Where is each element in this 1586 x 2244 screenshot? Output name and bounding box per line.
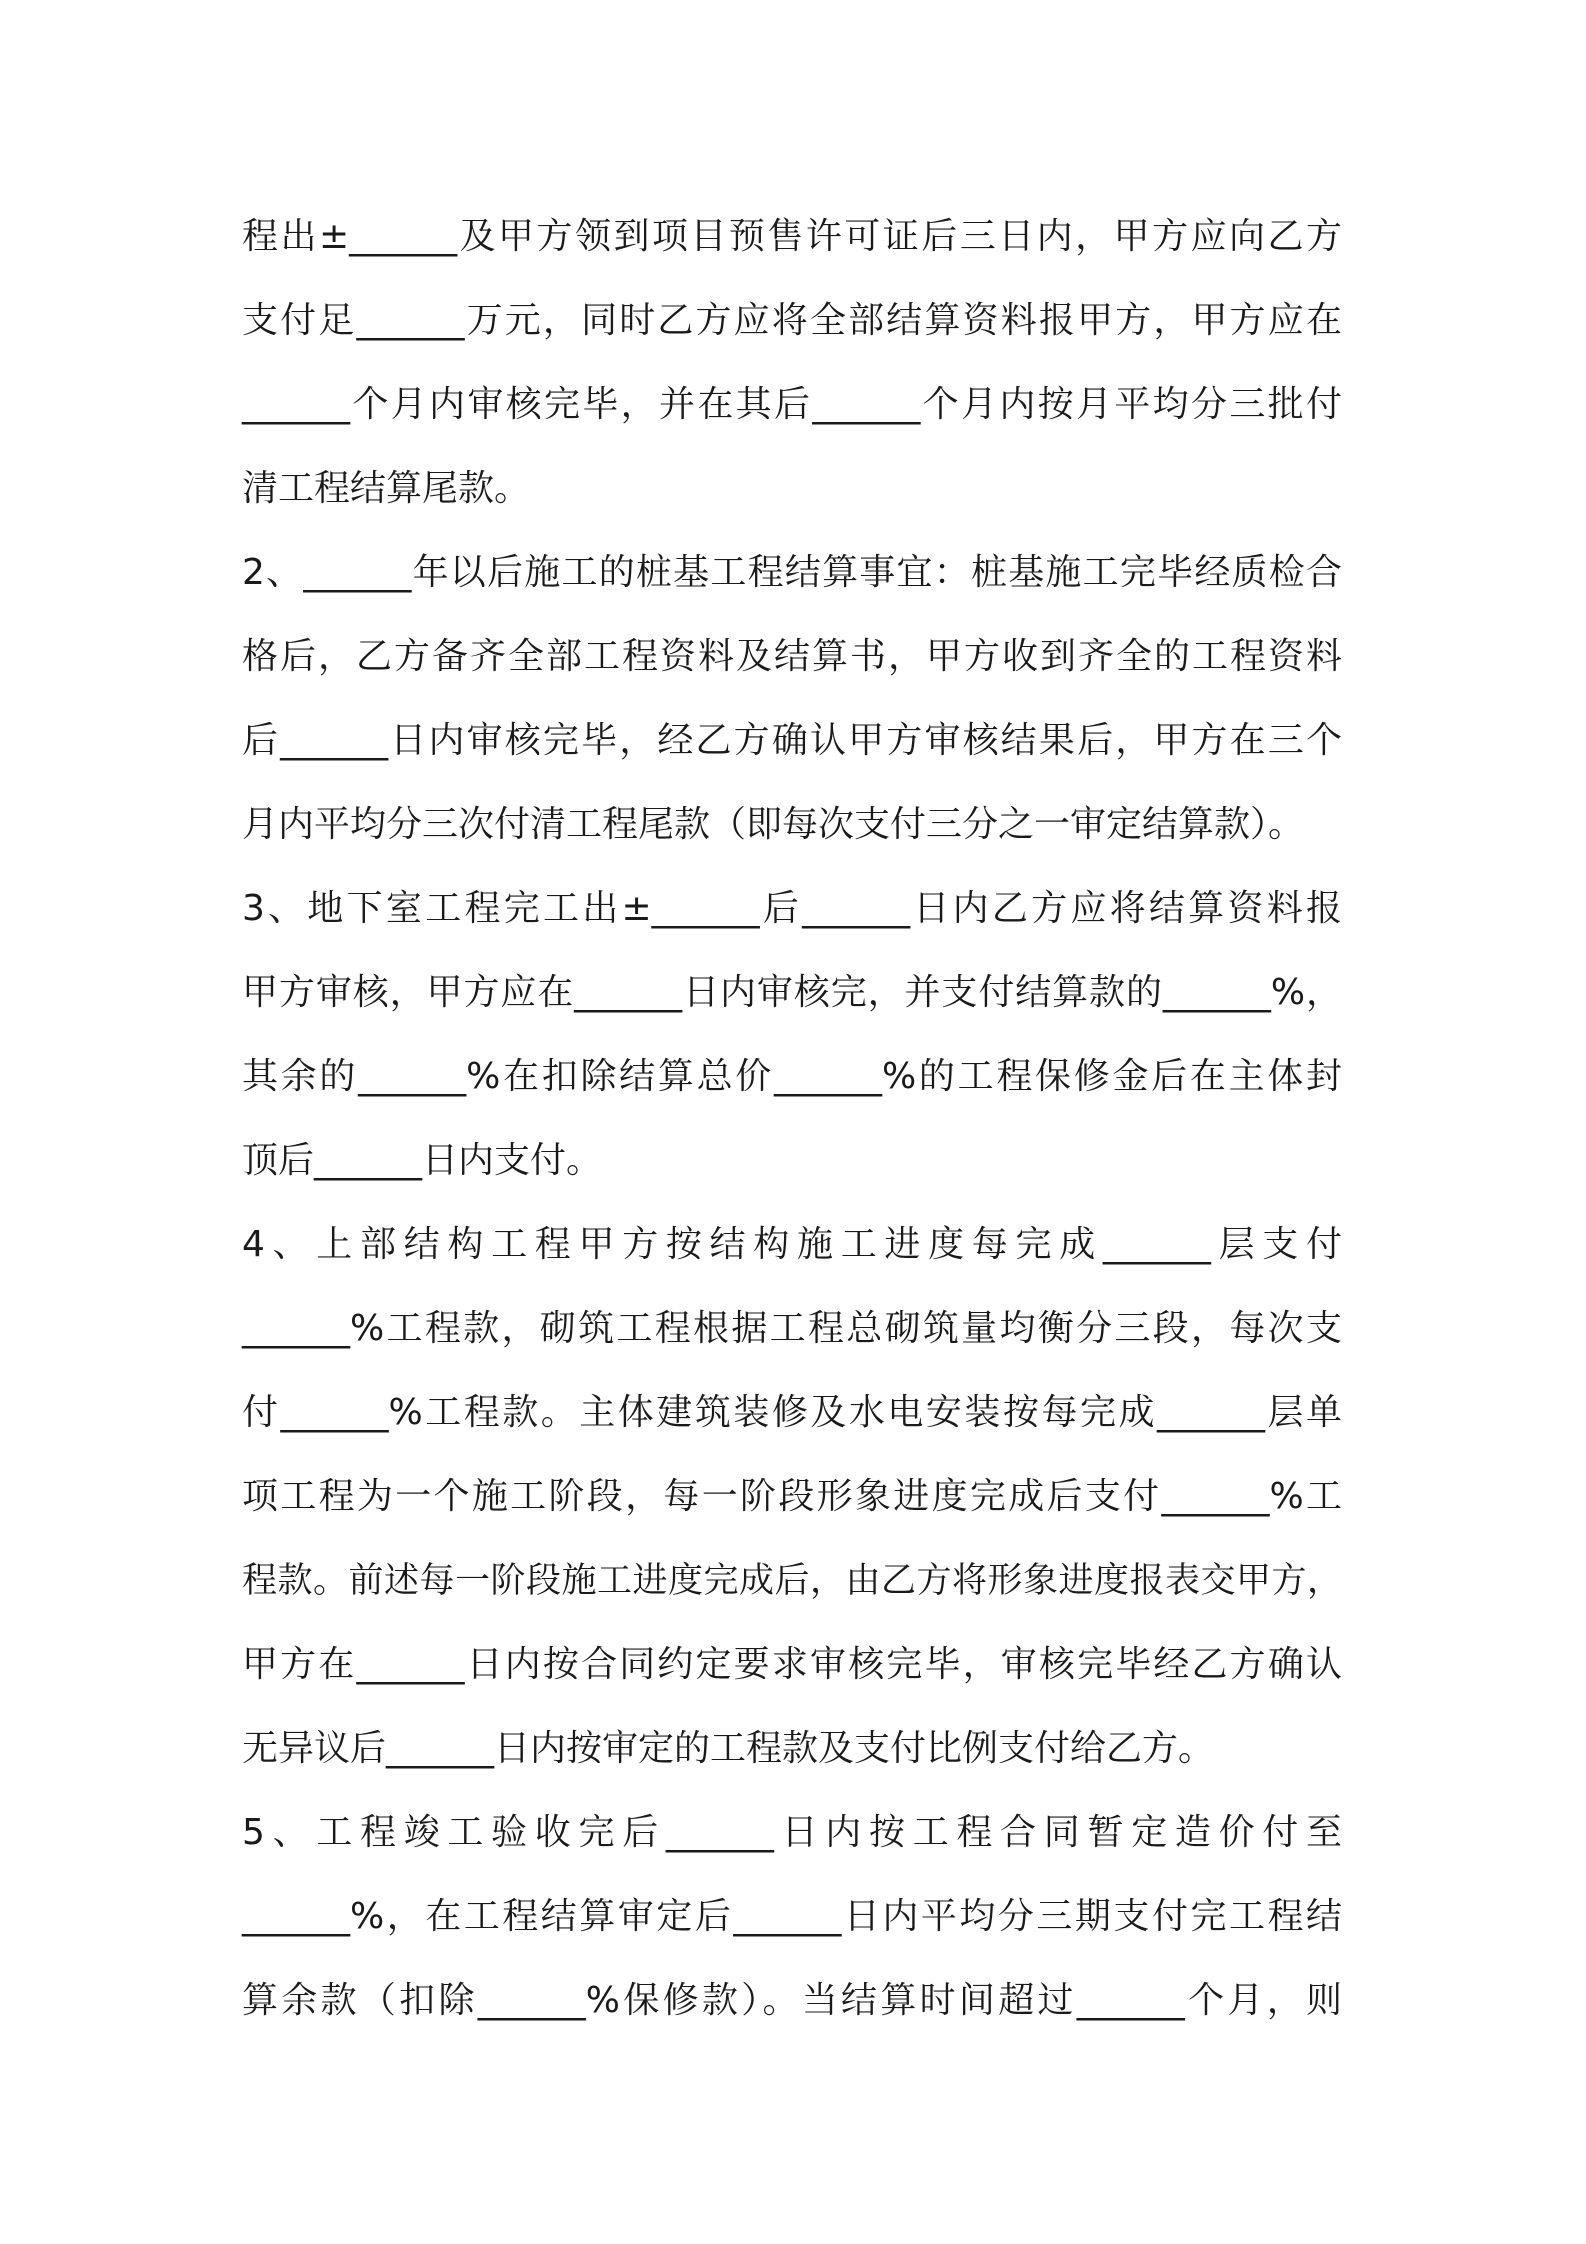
text-line: 甲方在______日内按合同约定要求审核完毕，审核完毕经乙方确认: [242, 1644, 1342, 1685]
text-line: 后______日内审核完毕，经乙方确认甲方审核结果后，甲方在三个: [242, 720, 1342, 761]
text-line: 项工程为一个施工阶段，每一阶段形象进度完成后支付______%工: [242, 1476, 1342, 1517]
text-line: ______%，在工程结算审定后______日内平均分三期支付完工程结: [242, 1896, 1342, 1937]
text-line: 付______%工程款。主体建筑装修及水电安装按每完成______层单: [242, 1392, 1342, 1433]
text-line: 其余的______%在扣除结算总价______%的工程保修金后在主体封: [242, 1056, 1342, 1097]
text-line: 格后，乙方备齐全部工程资料及结算书，甲方收到齐全的工程资料: [242, 636, 1342, 677]
text-line: 甲方审核，甲方应在______日内审核完，并支付结算款的______%，: [242, 972, 1342, 1013]
text-line: ______%工程款，砌筑工程根据工程总砌筑量均衡分三段，每次支: [242, 1308, 1342, 1349]
clause-3-line: 3、地下室工程完工出±______后______日内乙方应将结算资料报: [242, 888, 1342, 929]
text-line: 程出±______及甲方领到项目预售许可证后三日内，甲方应向乙方: [242, 216, 1342, 257]
text-line: 支付足______万元，同时乙方应将全部结算资料报甲方，甲方应在: [242, 300, 1342, 341]
clause-4-line: 4、上部结构工程甲方按结构施工进度每完成______层支付: [242, 1224, 1342, 1265]
text-line: 程款。前述每一阶段施工进度完成后，由乙方将形象进度报表交甲方，: [242, 1561, 1342, 1601]
text-line: 月内平均分三次付清工程尾款（即每次支付三分之一审定结算款）。: [242, 804, 1305, 845]
clause-2-line: 2、______年以后施工的桩基工程结算事宜：桩基施工完毕经质检合: [242, 552, 1342, 593]
text-line: ______个月内审核完毕，并在其后______个月内按月平均分三批付: [242, 384, 1342, 425]
text-line: 算余款（扣除______%保修款）。当结算时间超过______个月，则: [242, 1980, 1342, 2021]
text-line: 清工程结算尾款。: [242, 468, 531, 509]
contract-text-body: [242, 195, 1342, 2043]
text-line: 顶后______日内支付。: [242, 1140, 603, 1181]
clause-5-line: 5、工程竣工验收完后______日内按工程合同暂定造价付至: [242, 1812, 1342, 1853]
text-line: 无异议后______日内按审定的工程款及支付比例支付给乙方。: [242, 1728, 1215, 1769]
